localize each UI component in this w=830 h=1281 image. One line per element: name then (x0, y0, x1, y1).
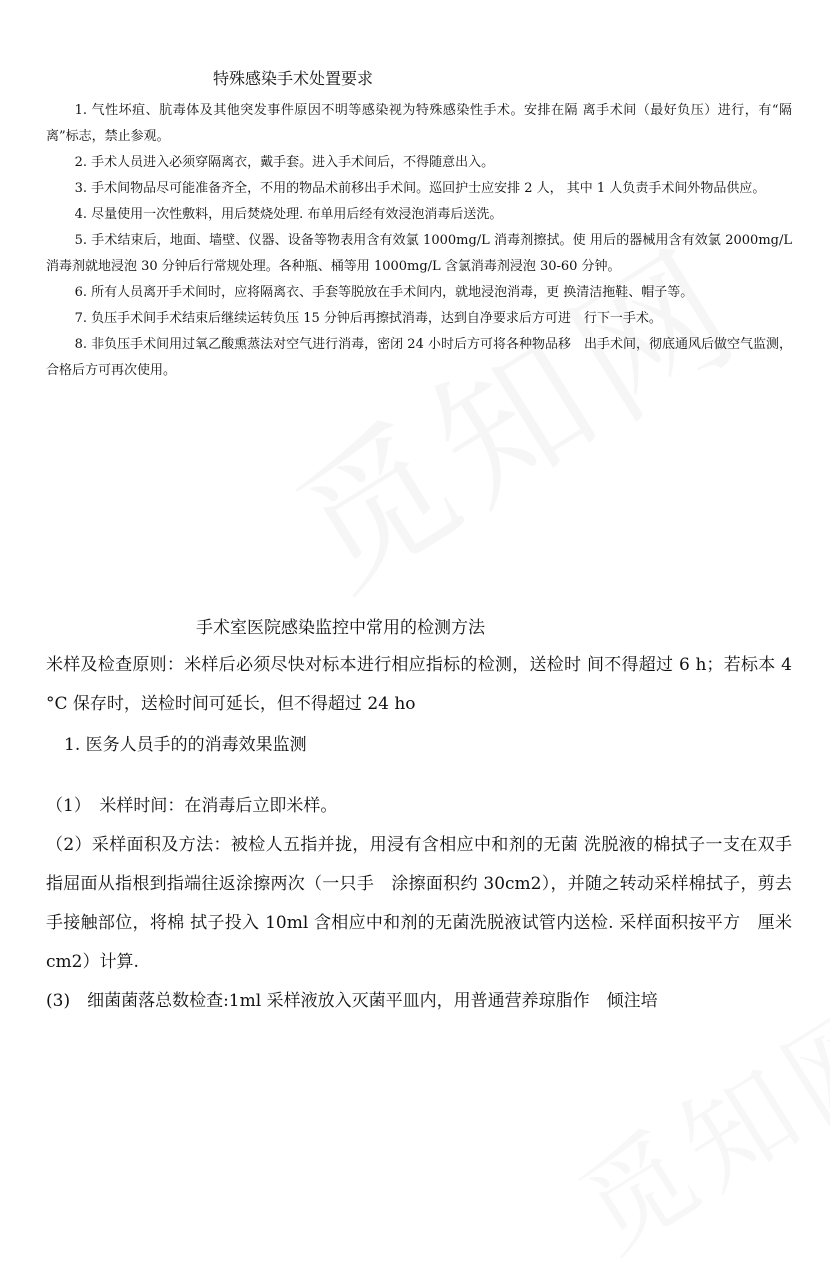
list-item: 6. 所有人员离开手术间时，应将隔离衣、手套等脱放在手术间内，就地浸泡消毒，更 换清洁拖鞋、帽子等。 (74, 285, 694, 300)
paragraph: （2）采样面积及方法：被检人五指并拢，用浸有含相应中和剂的无菌 洗脱液的棉拭子一支在双手指屈面从指根到指端往返涂擦两次（一只手 涂擦面积约 30cm2），并随之转动采样棉拭子，剪去手接触部位，将棉 拭子投入 10ml 含相应中和剂的无菌洗脱液试管内送检. 采样面积按平方 厘米 cm2）计算. (46, 835, 792, 972)
list-item: 2. 手术人员进入必须穿隔离衣，戴手套。进入手术间后，不得随意出入。 (74, 155, 495, 170)
list-item: 8. 非负压手术间用过氧乙酸熏蒸法对空气进行消毒，密闭 24 小时后方可将各种物品移 出手术间，彻底通风后做空气监测，合格后方可再次使用。 (46, 337, 792, 378)
paragraph: （1） 米样时间：在消毒后立即米样。 (46, 796, 338, 816)
section1-body (46, 98, 792, 384)
list-item: 4. 尽量使用一次性敷料，用后焚烧处理. 布单用后经有效浸泡消毒后送洗。 (74, 207, 503, 222)
list-item: 1. 气性坏疽、肮毒体及其他突发事件原因不明等感染视为特殊感染性手术。安排在隔 离手术间（最好负压）进行，有“隔离”标志，禁止参观。 (46, 103, 792, 144)
section2-title: 手术室医院感染监控中常用的检测方法 (196, 618, 485, 638)
intro-paragraph: 米样及检查原则：米样后必须尽快对标本进行相应指标的检测，送检时 间不得超过 6 h；若标本 4 °C 保存时，送检时间可延长，但不得超过 24 ho (46, 655, 792, 714)
subheading: 1. 医务人员手的的消毒效果监测 (64, 735, 307, 755)
list-item: 5. 手术结束后，地面、墙壁、仪器、设备等物表用含有效氯 1000mg/L 消毒剂擦拭。使 用后的器械用含有效氯 2000mg/L 消毒剂就地浸泡 30 分钟后行常规处理。各种瓶、桶等用 1000mg/L 含氯消毒剂浸泡 30-60 分钟。 (46, 233, 792, 274)
section2-body (46, 646, 792, 1021)
list-item: 3. 手术间物品尽可能准备齐全，不用的物品术前移出手术间。巡回护士应安排 2 人， 其中 1 人负责手术间外物品供应。 (74, 181, 766, 196)
paragraph: (3) 细菌菌落总数检查:1ml 采样液放入灭菌平皿内，用普通营养琼脂作 倾注培 (46, 991, 658, 1011)
list-item: 7. 负压手术间手术结束后继续运转负压 15 分钟后再擦拭消毒，达到自净要求后方可进 行下一手术。 (74, 311, 662, 326)
section1-title: 特殊感染手术处置要求 (213, 69, 374, 88)
